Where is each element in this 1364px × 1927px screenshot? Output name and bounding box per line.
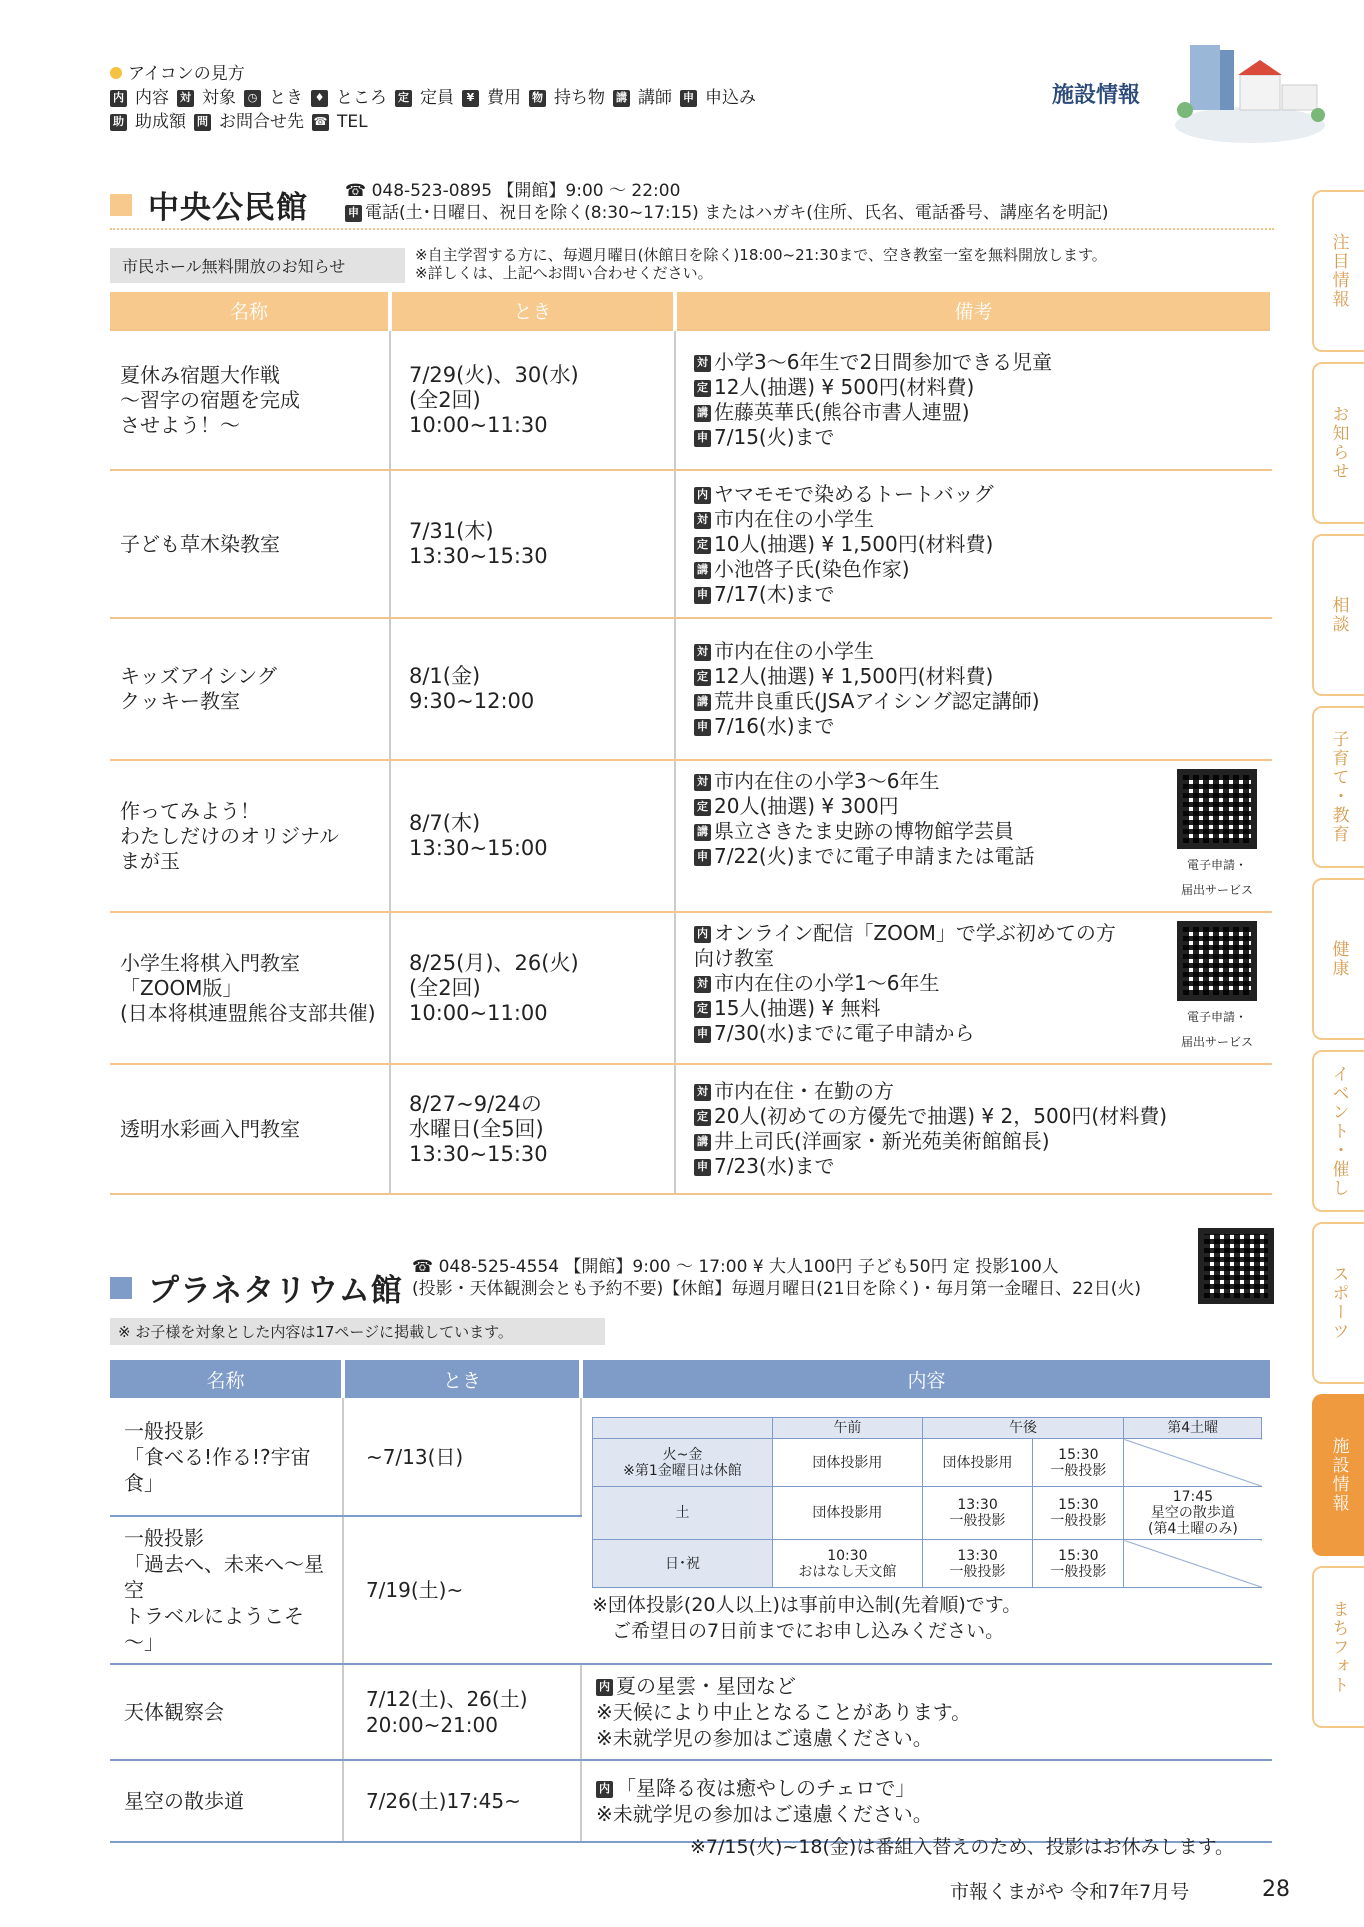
legend-label: 講師 (638, 88, 672, 108)
note-badge-icon: 講 (694, 405, 711, 422)
note-text: 7/22(火)までに電子申請または電話 (714, 844, 1035, 868)
note-line (694, 350, 1262, 375)
note-badge-icon: 定 (694, 799, 711, 816)
schedule-day: 火~金 ※第1金曜日は休館 (593, 1439, 773, 1487)
program-time: 7/12(土)、26(土) 20:00~21:00 (343, 1664, 581, 1760)
sidebar-tab[interactable] (1312, 878, 1364, 1040)
legend-badge-icon: ¥ (462, 90, 479, 107)
legend-title: アイコンの見方 (128, 64, 245, 84)
course-time: 7/29(火)、30(水) (全2回) 10:00~11:30 (390, 330, 675, 470)
note-text: 20人(抽選) ¥ 300円 (714, 794, 899, 818)
schedule-sat4 (1124, 1439, 1262, 1487)
page-number: 28 (1262, 1877, 1290, 1902)
sidebar-tab-label: 相談 (1328, 596, 1349, 634)
legend-label: 申込み (705, 88, 756, 108)
course-time: 7/31(木) 13:30~15:30 (390, 470, 675, 618)
note-badge-icon: 申 (694, 430, 711, 447)
note-text: 10人(抽選) ¥ 1,500円(材料費) (714, 531, 994, 556)
note-badge-icon: 講 (694, 562, 711, 579)
note-text: 7/30(水)までに電子申請から (714, 1021, 975, 1045)
col-header-name: 名称 (110, 292, 390, 330)
schedule-day: 土 (593, 1487, 773, 1540)
program-content (581, 1760, 1272, 1842)
note-text: 佐藤英華氏(熊谷市書人連盟) (714, 400, 970, 424)
sidebar-tab[interactable] (1312, 1566, 1364, 1728)
schedule-am: 10:30 おはなし天文館 (773, 1540, 923, 1588)
legend-badge-icon: 講 (613, 90, 630, 107)
note-badge-icon: 定 (694, 537, 711, 554)
phone-icon: ☎ (412, 1257, 434, 1277)
note-line (694, 664, 1262, 689)
note-badge-icon: 対 (694, 976, 711, 993)
legend-badge-icon: 定 (395, 90, 412, 107)
section-square-icon (110, 194, 132, 216)
note-text: ヤマモモで染めるトートバッグ (714, 481, 994, 506)
note-text: 小学3～6年生で2日間参加できる児童 (714, 350, 1053, 374)
note-line (694, 582, 1262, 607)
note-badge-icon: 定 (694, 1001, 711, 1018)
schedule-row (593, 1540, 1262, 1588)
qr-caption: 電子申請・ 届出サービス (1180, 858, 1253, 897)
program-content (581, 1664, 1272, 1760)
note-badge-icon: 対 (694, 644, 711, 661)
course-name: 小学生将棋入門教室 「ZOOM版」 (日本将棋連盟熊谷支部共催) (110, 912, 390, 1064)
col-header-notes: 備考 (675, 292, 1272, 330)
schedule-head-sat4: 第4土曜 (1124, 1418, 1262, 1439)
publication-name: 市報くまがや 令和7年7月号 (950, 1881, 1190, 1903)
qr-code-icon[interactable] (1177, 769, 1257, 849)
sidebar-tab[interactable] (1312, 706, 1364, 868)
content-line (596, 1673, 1258, 1699)
col-header-content: 内容 (581, 1360, 1272, 1398)
legend-item (529, 88, 605, 108)
table-row (110, 760, 1272, 912)
note-text: 12人(抽選) ¥ 1,500円(材料費) (714, 664, 994, 688)
content-text: ※未就学児の参加はご遠慮ください。 (596, 1802, 933, 1826)
legend-label: 内容 (135, 88, 169, 108)
chuo-info (345, 180, 1108, 224)
content-badge-icon: 内 (596, 1781, 613, 1798)
chuo-apply-info: 電話(土･日曜日、祝日を除く(8:30~17:15) またはハガキ(住所、氏名、電話番号、講座名を明記) (365, 203, 1109, 223)
table-row (110, 330, 1272, 470)
note-line (694, 689, 1262, 714)
program-time: 7/26(土)17:45~ (343, 1760, 581, 1842)
note-line (694, 375, 1262, 400)
course-name: 作ってみよう！ わたしだけのオリジナル まが玉 (110, 760, 390, 912)
note-badge-icon: 講 (694, 694, 711, 711)
planet-title: プラネタリウム館 (148, 1273, 403, 1309)
sidebar-tab-label: 注目情報 (1328, 233, 1349, 309)
schedule-note-1: ※団体投影(20人以上)は事前申込制(先着順)です。 (592, 1594, 1022, 1616)
schedule-row (593, 1439, 1262, 1487)
note-text: 荒井良重氏(JSAアイシング認定講師) (714, 689, 1040, 713)
content-line (596, 1775, 1258, 1801)
chuo-course-table (110, 292, 1274, 1195)
program-time: ~7/13(日) (343, 1398, 581, 1516)
note-line (694, 1104, 1262, 1129)
schedule-am: 団体投影用 (773, 1487, 923, 1540)
schedule-head-pm: 午後 (922, 1418, 1124, 1439)
col-header-time: とき (390, 292, 675, 330)
program-name: 一般投影 「食べる!作る!?宇宙食」 (110, 1398, 343, 1516)
legend-label: 対象 (202, 88, 236, 108)
legend-item (312, 112, 368, 132)
schedule-note-2: ご希望日の7日前までにお申し込みください。 (612, 1620, 1005, 1642)
note-text: 7/16(水)まで (714, 714, 835, 738)
table-row (110, 912, 1272, 1064)
schedule-sat4: 17:45 星空の散歩道 (第4土曜のみ) (1124, 1487, 1262, 1540)
course-notes (675, 470, 1272, 618)
schedule-cell (581, 1398, 1272, 1664)
course-time: 8/27~9/24の 水曜日(全5回) 13:30~15:30 (390, 1064, 675, 1194)
program-name: 一般投影 「過去へ、未来へ～星空 トラベルにようこそ～」 (110, 1516, 343, 1664)
legend-item (110, 88, 169, 108)
schedule-table (592, 1417, 1262, 1588)
note-text: 市内在住の小学1～6年生 (714, 971, 940, 995)
col-header-name: 名称 (110, 1360, 343, 1398)
schedule-pm1: 団体投影用 (922, 1439, 1033, 1487)
note-line (694, 1129, 1262, 1154)
table-row (110, 1664, 1272, 1760)
icon-legend (110, 62, 764, 134)
legend-item (194, 112, 304, 132)
category-sidebar (1312, 190, 1364, 1738)
note-text: 市内在住の小学生 (714, 506, 874, 531)
legend-badge-icon: 対 (177, 90, 194, 107)
legend-label: 定員 (420, 88, 454, 108)
planet-heading (110, 1265, 403, 1310)
notice-text-1: ※自主学習する方に、毎週月曜日(休館日を除く)18:00~21:30まで、空き教室一室を無料開放します。 (415, 246, 1107, 264)
program-time: 7/19(土)~ (343, 1516, 581, 1664)
note-text: 7/17(木)まで (714, 581, 835, 606)
qr-block (1172, 921, 1262, 1055)
course-notes (675, 1064, 1272, 1194)
qr-code-icon[interactable] (1198, 1228, 1274, 1304)
note-badge-icon: 講 (694, 1134, 711, 1151)
phone-icon: ☎ (345, 181, 367, 201)
planet-phone-hours: 048-525-4554 【開館】9:00 ～ 17:00 ¥ 大人100円 子ども50円 定 投影100人 (438, 1257, 1059, 1277)
note-line (694, 532, 1262, 557)
sidebar-tab[interactable] (1312, 1222, 1364, 1384)
legend-label: とき (269, 88, 303, 108)
legend-label: 費用 (487, 88, 521, 108)
qr-block (1172, 769, 1262, 903)
note-text: 12人(抽選) ¥ 500円(材料費) (714, 375, 975, 399)
program-name: 天体観察会 (110, 1664, 343, 1760)
note-line (694, 557, 1262, 582)
bullet-icon (110, 67, 122, 79)
note-badge-icon: 申 (694, 587, 711, 604)
note-badge-icon: 申 (694, 1159, 711, 1176)
course-notes (675, 330, 1272, 470)
content-line (596, 1725, 1258, 1751)
sidebar-tab[interactable] (1312, 190, 1364, 352)
planet-program-table (110, 1360, 1274, 1843)
legend-label: お問合せ先 (219, 112, 304, 132)
legend-badge-icon: 物 (529, 90, 546, 107)
program-name: 星空の散歩道 (110, 1760, 343, 1842)
schedule-am: 団体投影用 (773, 1439, 923, 1487)
legend-item (613, 88, 672, 108)
course-time: 8/25(月)、26(火) (全2回) 10:00~11:00 (390, 912, 675, 1064)
sidebar-tab[interactable] (1312, 1050, 1364, 1212)
note-line (694, 1079, 1262, 1104)
note-text: 市内在住の小学3～6年生 (714, 769, 940, 793)
notice-text-2: ※詳しくは、上記へお問い合わせください。 (415, 264, 713, 282)
sidebar-tab-label: イベント・催し (1328, 1064, 1349, 1198)
legend-badge-icon: 内 (110, 90, 127, 107)
legend-badge-icon: 助 (110, 114, 127, 131)
chuo-title: 中央公民館 (148, 190, 308, 226)
course-notes (675, 912, 1272, 1064)
divider (110, 228, 1274, 230)
sidebar-tab-label: 施設情報 (1328, 1437, 1349, 1513)
sidebar-tab[interactable] (1312, 362, 1364, 524)
legend-label: 助成額 (135, 112, 186, 132)
legend-badge-icon: 問 (194, 114, 211, 131)
note-line (694, 482, 1262, 507)
qr-code-icon[interactable] (1177, 921, 1257, 1001)
legend-badge-icon: ☎ (312, 114, 329, 131)
schedule-sat4 (1124, 1540, 1262, 1588)
schedule-day: 日･祝 (593, 1540, 773, 1588)
content-text: ※未就学児の参加はご遠慮ください。 (596, 1726, 933, 1750)
note-badge-icon: 定 (694, 669, 711, 686)
content-text: 「星降る夜は癒やしのチェロで」 (616, 1776, 916, 1800)
course-name: 子ども草木染教室 (110, 470, 390, 618)
legend-item (462, 88, 521, 108)
sidebar-tab-label: スポーツ (1328, 1265, 1349, 1341)
table-row (110, 618, 1272, 760)
note-badge-icon: 内 (694, 926, 711, 943)
col-header-time: とき (343, 1360, 581, 1398)
note-text: 15人(抽選) ¥ 無料 (714, 996, 881, 1020)
note-text: 小池啓子氏(染色作家) (714, 556, 910, 581)
course-name: 透明水彩画入門教室 (110, 1064, 390, 1194)
note-badge-icon: 申 (694, 1026, 711, 1043)
note-text: 井上司氏(洋画家・新光苑美術館館長) (714, 1129, 1050, 1153)
legend-item (177, 88, 236, 108)
schedule-row (593, 1487, 1262, 1540)
note-text: 7/23(水)まで (714, 1154, 835, 1178)
table-row (110, 1760, 1272, 1842)
sidebar-tab-label: 健康 (1328, 940, 1349, 978)
schedule-pm2: 15:30 一般投影 (1033, 1487, 1124, 1540)
note-text: 市内在住の小学生 (714, 639, 874, 663)
table-row (110, 1398, 1272, 1516)
schedule-head-am: 午前 (773, 1418, 923, 1439)
content-line (596, 1699, 1258, 1725)
note-text: 20人(初めての方優先で抽選) ¥ 2，500円(材料費) (714, 1104, 1167, 1128)
notice-text (415, 246, 1107, 282)
qr-caption: 電子申請・ 届出サービス (1180, 1010, 1253, 1049)
legend-item (244, 88, 303, 108)
schedule-pm2: 15:30 一般投影 (1033, 1439, 1124, 1487)
schedule-head-empty (593, 1418, 773, 1439)
planet-closed-info: (投影・天体観測会とも予約不要)【休館】毎週月曜日(21日を除く)・毎月第一金曜日、22日(火) (412, 1279, 1142, 1299)
content-text: ※天候により中止となることがあります。 (596, 1700, 972, 1724)
schedule-pm1: 13:30 一般投影 (922, 1540, 1033, 1588)
note-badge-icon: 定 (694, 1109, 711, 1126)
section-label: 施設情報 (1052, 83, 1141, 108)
sidebar-tab-label: 子育て・教育 (1328, 730, 1349, 844)
chuo-heading (110, 182, 308, 227)
legend-badge-icon: ♦ (311, 90, 328, 107)
note-line (694, 1154, 1262, 1179)
note-badge-icon: 内 (694, 487, 711, 504)
legend-label: ところ (336, 88, 387, 108)
note-line (694, 639, 1262, 664)
content-badge-icon: 内 (596, 1679, 613, 1696)
legend-item (395, 88, 454, 108)
schedule-pm2: 15:30 一般投影 (1033, 1540, 1124, 1588)
note-badge-icon: 対 (694, 1084, 711, 1101)
note-badge-icon: 対 (694, 355, 711, 372)
legend-item (110, 112, 186, 132)
content-line (596, 1801, 1258, 1827)
course-name: キッズアイシング クッキー教室 (110, 618, 390, 760)
note-line (694, 400, 1262, 425)
note-badge-icon: 申 (694, 849, 711, 866)
sidebar-tab-label: まちフォト (1328, 1599, 1349, 1695)
planet-footer-note: ※7/15(火)~18(金)は番組入替えのため、投影はお休みします。 (690, 1836, 1235, 1858)
course-notes (675, 618, 1272, 760)
apply-icon: 申 (345, 205, 362, 222)
note-badge-icon: 申 (694, 719, 711, 736)
note-badge-icon: 対 (694, 774, 711, 791)
note-text: 県立さきたま史跡の博物館学芸員 (714, 819, 1014, 843)
note-badge-icon: 定 (694, 380, 711, 397)
course-notes (675, 760, 1272, 912)
course-time: 8/1(金) 9:30~12:00 (390, 618, 675, 760)
notice-label: 市民ホール無料開放のお知らせ (110, 248, 405, 283)
legend-badge-icon: 申 (680, 90, 697, 107)
legend-items (110, 86, 764, 134)
section-square-icon (110, 1277, 132, 1299)
sidebar-tab[interactable] (1312, 1394, 1364, 1556)
schedule-pm1: 13:30 一般投影 (922, 1487, 1033, 1540)
legend-item (680, 88, 756, 108)
schedule-header-row (593, 1418, 1262, 1439)
sidebar-tab[interactable] (1312, 534, 1364, 696)
content-text: 夏の星雲・星団など (616, 1674, 796, 1698)
note-line (694, 714, 1262, 739)
table-row (110, 1064, 1272, 1194)
building-illustration-icon (1170, 30, 1330, 145)
note-line (694, 507, 1262, 532)
course-time: 8/7(木) 13:30~15:00 (390, 760, 675, 912)
legend-label: TEL (337, 112, 368, 132)
note-text: オンライン配信「ZOOM」で学ぶ初めての方 向け教室 (694, 921, 1116, 970)
planet-info (412, 1256, 1141, 1300)
legend-item (311, 88, 387, 108)
note-line (694, 425, 1262, 450)
table-row (110, 470, 1272, 618)
sidebar-tab-label: お知らせ (1328, 405, 1349, 481)
course-name: 夏休み宿題大作戦 ～習字の宿題を完成 させよう！～ (110, 330, 390, 470)
note-text: 市内在住・在勤の方 (714, 1079, 894, 1103)
chuo-phone-hours: 048-523-0895 【開館】9:00 ～ 22:00 (371, 181, 681, 201)
planet-notice: ※ お子様を対象とした内容は17ページに掲載しています。 (110, 1318, 605, 1345)
note-badge-icon: 講 (694, 824, 711, 841)
note-badge-icon: 対 (694, 512, 711, 529)
legend-badge-icon: ◷ (244, 90, 261, 107)
note-text: 7/15(火)まで (714, 425, 835, 449)
legend-label: 持ち物 (554, 88, 605, 108)
